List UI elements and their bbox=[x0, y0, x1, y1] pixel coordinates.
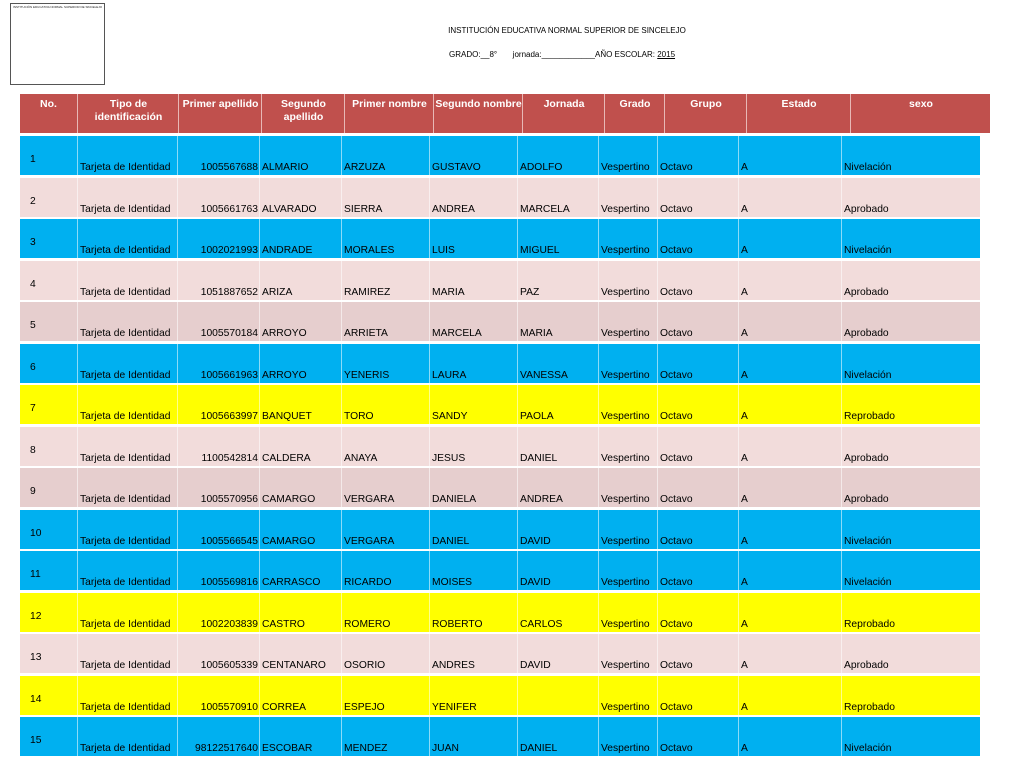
first-name-cell: JUAN bbox=[430, 717, 518, 756]
first-surname-cell: ARROYO bbox=[260, 344, 342, 383]
id-number-cell: 1005570956 bbox=[178, 468, 260, 507]
shift-cell: Vespertino bbox=[599, 178, 658, 217]
id-type-cell: Tarjeta de Identidad bbox=[78, 468, 178, 507]
grade-cell: Octavo bbox=[658, 468, 739, 507]
column-header: Segundo apellido bbox=[263, 94, 345, 133]
second-surname-cell: ESPEJO bbox=[342, 676, 430, 715]
grade-cell: Octavo bbox=[658, 551, 739, 590]
column-header: Estado bbox=[748, 94, 851, 133]
status-cell: Aprobado bbox=[844, 494, 889, 505]
grade-cell: Octavo bbox=[658, 385, 739, 424]
status-cell: Aprobado bbox=[844, 286, 889, 298]
id-number-cell: 1005605339 bbox=[178, 634, 260, 673]
grado-value: __8° bbox=[480, 50, 498, 59]
table-row bbox=[20, 468, 980, 507]
table-row bbox=[20, 302, 980, 341]
shift-cell: Vespertino bbox=[599, 468, 658, 507]
second-surname-cell: TORO bbox=[342, 385, 430, 424]
id-number-cell: 1005570184 bbox=[178, 302, 260, 341]
grade-cell: Octavo bbox=[658, 717, 739, 756]
jornada-label: jornada: bbox=[512, 50, 542, 59]
id-number-cell: 1005661963 bbox=[178, 344, 260, 383]
status-cell: Nivelación bbox=[844, 743, 892, 754]
id-type-cell: Tarjeta de Identidad bbox=[78, 634, 178, 673]
second-surname-cell: RAMIREZ bbox=[342, 261, 430, 300]
second-surname-cell: ANAYA bbox=[342, 427, 430, 466]
column-header: Segundo nombre bbox=[435, 94, 523, 133]
first-surname-cell: ANDRADE bbox=[260, 219, 342, 258]
second-surname-cell: YENERIS bbox=[342, 344, 430, 383]
group-cell: A bbox=[739, 634, 842, 673]
id-type-cell: Tarjeta de Identidad bbox=[78, 427, 178, 466]
row-number-cell: 9 bbox=[20, 468, 78, 507]
row-number-cell: 1 bbox=[20, 136, 78, 175]
shift-cell: Vespertino bbox=[599, 634, 658, 673]
second-name-cell: MIGUEL bbox=[518, 219, 599, 258]
table-row bbox=[20, 551, 980, 590]
first-surname-cell: ARROYO bbox=[260, 302, 342, 341]
grade-cell: Octavo bbox=[658, 261, 739, 300]
shift-cell: Vespertino bbox=[599, 717, 658, 756]
row-number-cell: 13 bbox=[20, 634, 78, 673]
first-name-cell: MARCELA bbox=[430, 302, 518, 341]
group-cell: A bbox=[739, 344, 842, 383]
table-row bbox=[20, 136, 980, 175]
table-body bbox=[20, 136, 980, 756]
column-header: Jornada bbox=[524, 94, 605, 133]
table-row bbox=[20, 219, 980, 258]
second-name-cell: ANDREA bbox=[518, 468, 599, 507]
id-type-cell: Tarjeta de Identidad bbox=[78, 261, 178, 300]
id-type-cell: Tarjeta de Identidad bbox=[78, 302, 178, 341]
second-name-cell: DANIEL bbox=[518, 427, 599, 466]
second-name-cell: ADOLFO bbox=[518, 136, 599, 175]
first-name-cell: LUIS bbox=[430, 219, 518, 258]
id-type-cell: Tarjeta de Identidad bbox=[78, 219, 178, 258]
grade-cell: Octavo bbox=[658, 136, 739, 175]
table-row bbox=[20, 717, 980, 756]
second-surname-cell: VERGARA bbox=[342, 510, 430, 549]
status-cell: Aprobado bbox=[844, 328, 889, 339]
second-name-cell: PAOLA bbox=[518, 385, 599, 424]
page-title: INSTITUCIÓN EDUCATIVA NORMAL SUPERIOR DE SINCELEJO bbox=[448, 26, 686, 35]
second-name-cell bbox=[518, 676, 599, 715]
grade-cell: Octavo bbox=[658, 634, 739, 673]
first-surname-cell: CENTANARO bbox=[260, 634, 342, 673]
second-name-cell: MARCELA bbox=[518, 178, 599, 217]
second-surname-cell: ROMERO bbox=[342, 593, 430, 632]
column-header: Tipo de identificación bbox=[79, 94, 179, 133]
id-number-cell: 1005570910 bbox=[178, 676, 260, 715]
first-surname-cell: ARIZA bbox=[260, 261, 342, 300]
second-surname-cell: VERGARA bbox=[342, 468, 430, 507]
group-cell: A bbox=[739, 717, 842, 756]
column-header: sexo bbox=[852, 94, 990, 133]
status-cell: Reprobado bbox=[844, 618, 895, 630]
group-cell: A bbox=[739, 385, 842, 424]
second-name-cell: PAZ bbox=[518, 261, 599, 300]
id-type-cell: Tarjeta de Identidad bbox=[78, 676, 178, 715]
first-surname-cell: CALDERA bbox=[260, 427, 342, 466]
first-surname-cell: CAMARGO bbox=[260, 468, 342, 507]
row-number-cell: 7 bbox=[20, 385, 78, 424]
grade-cell: Octavo bbox=[658, 510, 739, 549]
id-type-cell: Tarjeta de Identidad bbox=[78, 593, 178, 632]
status-cell: Nivelación bbox=[844, 369, 892, 381]
id-type-cell: Tarjeta de Identidad bbox=[78, 136, 178, 175]
row-number-cell: 6 bbox=[20, 344, 78, 383]
shift-cell: Vespertino bbox=[599, 136, 658, 175]
first-surname-cell: ALVARADO bbox=[260, 178, 342, 217]
id-type-cell: Tarjeta de Identidad bbox=[78, 717, 178, 756]
id-type-cell: Tarjeta de Identidad bbox=[78, 510, 178, 549]
second-surname-cell: RICARDO bbox=[342, 551, 430, 590]
table-row bbox=[20, 385, 980, 424]
grade-cell: Octavo bbox=[658, 593, 739, 632]
status-cell: Reprobado bbox=[844, 411, 895, 422]
group-cell: A bbox=[739, 468, 842, 507]
column-header: Primer nombre bbox=[346, 94, 434, 133]
column-header: Primer apellido bbox=[180, 94, 262, 133]
shift-cell: Vespertino bbox=[599, 427, 658, 466]
group-cell: A bbox=[739, 178, 842, 217]
row-number-cell: 12 bbox=[20, 593, 78, 632]
row-number-cell: 10 bbox=[20, 510, 78, 549]
status-cell: Nivelación bbox=[844, 535, 892, 547]
first-name-cell: JESUS bbox=[430, 427, 518, 466]
row-number-cell: 15 bbox=[20, 717, 78, 756]
first-surname-cell: BANQUET bbox=[260, 385, 342, 424]
table-row bbox=[20, 344, 980, 383]
first-name-cell: ANDRES bbox=[430, 634, 518, 673]
group-cell: A bbox=[739, 219, 842, 258]
table-row bbox=[20, 261, 980, 300]
first-name-cell: ROBERTO bbox=[430, 593, 518, 632]
second-name-cell: DAVID bbox=[518, 634, 599, 673]
id-number-cell: 1005567688 bbox=[178, 136, 260, 175]
grado-label: GRADO: bbox=[449, 50, 481, 59]
row-number-cell: 4 bbox=[20, 261, 78, 300]
id-number-cell: 1005566545 bbox=[178, 510, 260, 549]
shift-cell: Vespertino bbox=[599, 261, 658, 300]
school-logo-placeholder bbox=[10, 3, 105, 85]
id-number-cell: 1051887652 bbox=[178, 261, 260, 300]
first-name-cell: LAURA bbox=[430, 344, 518, 383]
group-cell: A bbox=[739, 551, 842, 590]
shift-cell: Vespertino bbox=[599, 219, 658, 258]
id-type-cell: Tarjeta de Identidad bbox=[78, 551, 178, 590]
group-cell: A bbox=[739, 136, 842, 175]
first-name-cell: DANIEL bbox=[430, 510, 518, 549]
status-cell: Aprobado bbox=[844, 452, 889, 464]
second-surname-cell: SIERRA bbox=[342, 178, 430, 217]
grade-cell: Octavo bbox=[658, 676, 739, 715]
first-name-cell: SANDY bbox=[430, 385, 518, 424]
second-name-cell: MARIA bbox=[518, 302, 599, 341]
first-name-cell: GUSTAVO bbox=[430, 136, 518, 175]
table-row bbox=[20, 634, 980, 673]
second-surname-cell: OSORIO bbox=[342, 634, 430, 673]
students-table bbox=[20, 94, 980, 759]
first-surname-cell: CASTRO bbox=[260, 593, 342, 632]
group-cell: A bbox=[739, 676, 842, 715]
table-row bbox=[20, 676, 980, 715]
jornada-value: ____________ bbox=[541, 50, 595, 59]
shift-cell: Vespertino bbox=[599, 302, 658, 341]
shift-cell: Vespertino bbox=[599, 551, 658, 590]
id-number-cell: 1100542814 bbox=[178, 427, 260, 466]
shift-cell: Vespertino bbox=[599, 676, 658, 715]
grade-cell: Octavo bbox=[658, 344, 739, 383]
group-cell: A bbox=[739, 427, 842, 466]
anio-label: AÑO ESCOLAR: bbox=[594, 50, 658, 59]
first-surname-cell: ESCOBAR bbox=[260, 717, 342, 756]
id-number-cell: 98122517640 bbox=[178, 717, 260, 756]
status-cell: Aprobado bbox=[844, 203, 889, 215]
row-number-cell: 5 bbox=[20, 302, 78, 341]
second-name-cell: CARLOS bbox=[518, 593, 599, 632]
shift-cell: Vespertino bbox=[599, 385, 658, 424]
status-cell: Aprobado bbox=[844, 660, 889, 671]
first-surname-cell: CAMARGO bbox=[260, 510, 342, 549]
grade-cell: Octavo bbox=[658, 427, 739, 466]
id-number-cell: 1005569816 bbox=[178, 551, 260, 590]
first-name-cell: MARIA bbox=[430, 261, 518, 300]
grade-cell: Octavo bbox=[658, 178, 739, 217]
shift-cell: Vespertino bbox=[599, 344, 658, 383]
id-type-cell: Tarjeta de Identidad bbox=[78, 178, 178, 217]
anio-value: 2015 bbox=[657, 50, 676, 59]
second-surname-cell: ARRIETA bbox=[342, 302, 430, 341]
shift-cell: Vespertino bbox=[599, 510, 658, 549]
column-header: No. bbox=[20, 94, 78, 133]
group-cell: A bbox=[739, 261, 842, 300]
second-surname-cell: ARZUZA bbox=[342, 136, 430, 175]
grade-cell: Octavo bbox=[658, 219, 739, 258]
status-cell: Reprobado bbox=[844, 701, 895, 713]
first-name-cell: ANDREA bbox=[430, 178, 518, 217]
second-name-cell: VANESSA bbox=[518, 344, 599, 383]
status-cell: Nivelación bbox=[844, 245, 892, 256]
first-name-cell: DANIELA bbox=[430, 468, 518, 507]
shift-cell: Vespertino bbox=[599, 593, 658, 632]
first-surname-cell: CORREA bbox=[260, 676, 342, 715]
grade-cell: Octavo bbox=[658, 302, 739, 341]
second-surname-cell: MENDEZ bbox=[342, 717, 430, 756]
id-number-cell: 1005661763 bbox=[178, 178, 260, 217]
table-row bbox=[20, 427, 980, 466]
id-number-cell: 1002203839 bbox=[178, 593, 260, 632]
table-row bbox=[20, 593, 980, 632]
table-row bbox=[20, 178, 980, 217]
first-name-cell: YENIFER bbox=[430, 676, 518, 715]
logo-caption: INSTITUCIÓN EDUCATIVA NORMAL SUPERIOR DE SINCELEJO bbox=[13, 5, 103, 9]
second-name-cell: DAVID bbox=[518, 510, 599, 549]
second-name-cell: DAVID bbox=[518, 551, 599, 590]
id-number-cell: 1002021993 bbox=[178, 219, 260, 258]
column-header: Grado bbox=[606, 94, 665, 133]
row-number-cell: 8 bbox=[20, 427, 78, 466]
row-number-cell: 3 bbox=[20, 219, 78, 258]
row-number-cell: 14 bbox=[20, 676, 78, 715]
group-cell: A bbox=[739, 302, 842, 341]
row-number-cell: 11 bbox=[20, 551, 78, 590]
row-number-cell: 2 bbox=[20, 178, 78, 217]
column-header: Grupo bbox=[666, 94, 747, 133]
group-cell: A bbox=[739, 510, 842, 549]
id-type-cell: Tarjeta de Identidad bbox=[78, 344, 178, 383]
first-surname-cell: ALMARIO bbox=[260, 136, 342, 175]
first-name-cell: MOISES bbox=[430, 551, 518, 590]
table-row bbox=[20, 510, 980, 549]
status-cell: Nivelación bbox=[844, 577, 892, 588]
second-surname-cell: MORALES bbox=[342, 219, 430, 258]
second-name-cell: DANIEL bbox=[518, 717, 599, 756]
table-header bbox=[20, 94, 980, 133]
status-cell: Nivelación bbox=[844, 162, 892, 173]
id-number-cell: 1005663997 bbox=[178, 385, 260, 424]
header-meta bbox=[449, 50, 675, 60]
id-type-cell: Tarjeta de Identidad bbox=[78, 385, 178, 424]
group-cell: A bbox=[739, 593, 842, 632]
first-surname-cell: CARRASCO bbox=[260, 551, 342, 590]
